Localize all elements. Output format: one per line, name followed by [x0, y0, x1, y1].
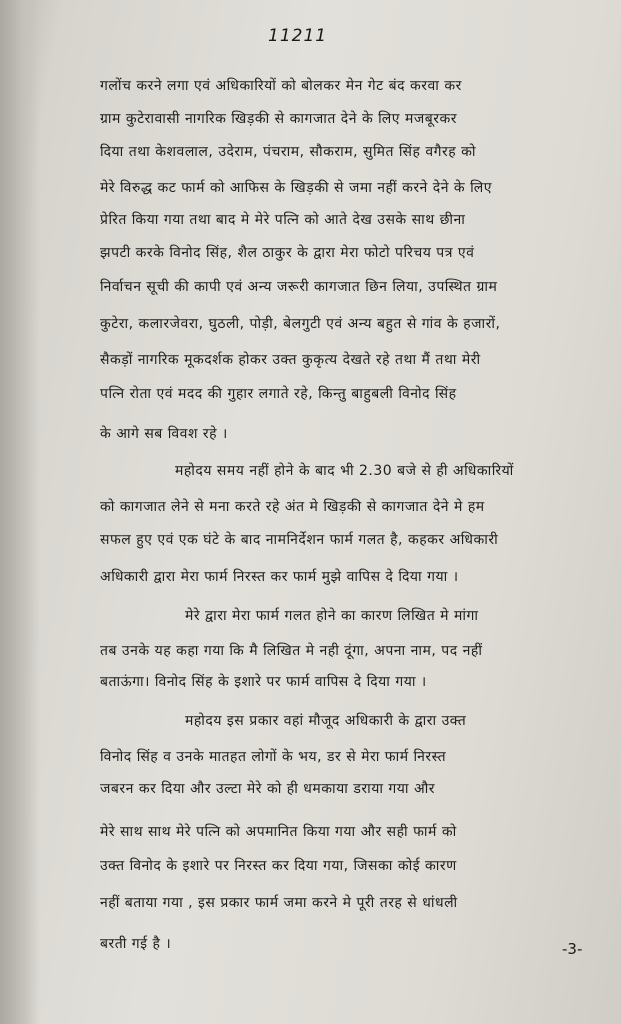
continuation-mark: -3- — [562, 940, 583, 958]
text-line: दिया तथा केशवलाल, उदेराम, पंचराम, सौकराम, सुमित सिंह वगैरह को — [100, 144, 477, 160]
text-line: महोदय समय नहीं होने के बाद भी 2.30 बजे से ही अधिकारियों — [175, 463, 514, 479]
text-line: मेरे द्वारा मेरा फार्म गलत होने का कारण लिखित मे मांगा — [185, 608, 479, 624]
text-line: पत्नि रोता एवं मदद की गुहार लगाते रहे, किन्तु बाहुबली विनोद सिंह — [100, 386, 457, 402]
page-number: 11211 — [268, 26, 328, 46]
text-line: ग्राम कुटेरावासी नागरिक खिड़की से कागजात देने के लिए मजबूरकर — [100, 111, 457, 127]
text-line: महोदय इस प्रकार वहां मौजूद अधिकारी के द्वारा उक्त — [185, 713, 467, 729]
text-line: विनोद सिंह व उनके मातहत लोगों के भय, डर से मेरा फार्म निरस्त — [100, 749, 447, 765]
text-line: सफल हुए एवं एक घंटे के बाद नामनिर्देशन फार्म गलत है, कहकर अधिकारी — [100, 532, 499, 548]
text-line: को कागजात लेने से मना करते रहे अंत मे खिड़की से कागजात देने मे हम — [100, 499, 485, 515]
text-line: उक्त विनोद के इशारे पर निरस्त कर दिया गया, जिसका कोई कारण — [100, 858, 457, 874]
text-line: बताऊंगा। विनोद सिंह के इशारे पर फार्म वापिस दे दिया गया । — [100, 674, 427, 690]
text-line: झपटी करके विनोद सिंह, शैल ठाकुर के द्वारा मेरा फोटो परिचय पत्र एवं — [100, 245, 475, 261]
text-line: बरती गई है । — [100, 936, 172, 952]
text-line: गलोंच करने लगा एवं अधिकारियों को बोलकर मेन गेट बंद करवा कर — [100, 78, 462, 94]
text-line: अधिकारी द्वारा मेरा फार्म निरस्त कर फार्म मुझे वापिस दे दिया गया । — [100, 569, 459, 585]
text-line: निर्वाचन सूची की कापी एवं अन्य जरूरी कागजात छिन लिया, उपस्थित ग्राम — [100, 279, 498, 295]
text-line: तब उनके यह कहा गया कि मै लिखित मे नही दूंगा, अपना नाम, पद नहीं — [100, 643, 483, 659]
text-line: जबरन कर दिया और उल्टा मेरे को ही धमकाया डराया गया और — [100, 781, 436, 797]
text-line: मेरे साथ साथ मेरे पत्नि को अपमानित किया गया और सही फार्म को — [100, 824, 457, 840]
text-line: कुटेरा, कलारजेवरा, घुठली, पोड़ी, बेलगुटी एवं अन्य बहुत से गांव के हजारों, — [100, 316, 501, 332]
text-line: सैकड़ों नागरिक मूकदर्शक होकर उक्त कुकृत्य देखते रहे तथा मैं तथा मेरी — [100, 352, 481, 368]
page-fold-shadow — [0, 0, 40, 1024]
text-line: के आगे सब विवश रहे । — [100, 426, 228, 442]
text-line: प्रेरित किया गया तथा बाद मे मेरे पत्नि को आते देख उसके साथ छीना — [100, 212, 466, 228]
text-line: नहीं बताया गया , इस प्रकार फार्म जमा करने मे पूरी तरह से धांधली — [100, 895, 458, 911]
text-line: मेरे विरुद्ध कट फार्म को आफिस के खिड़की से जमा नहीं करने देने के लिए — [100, 180, 492, 196]
